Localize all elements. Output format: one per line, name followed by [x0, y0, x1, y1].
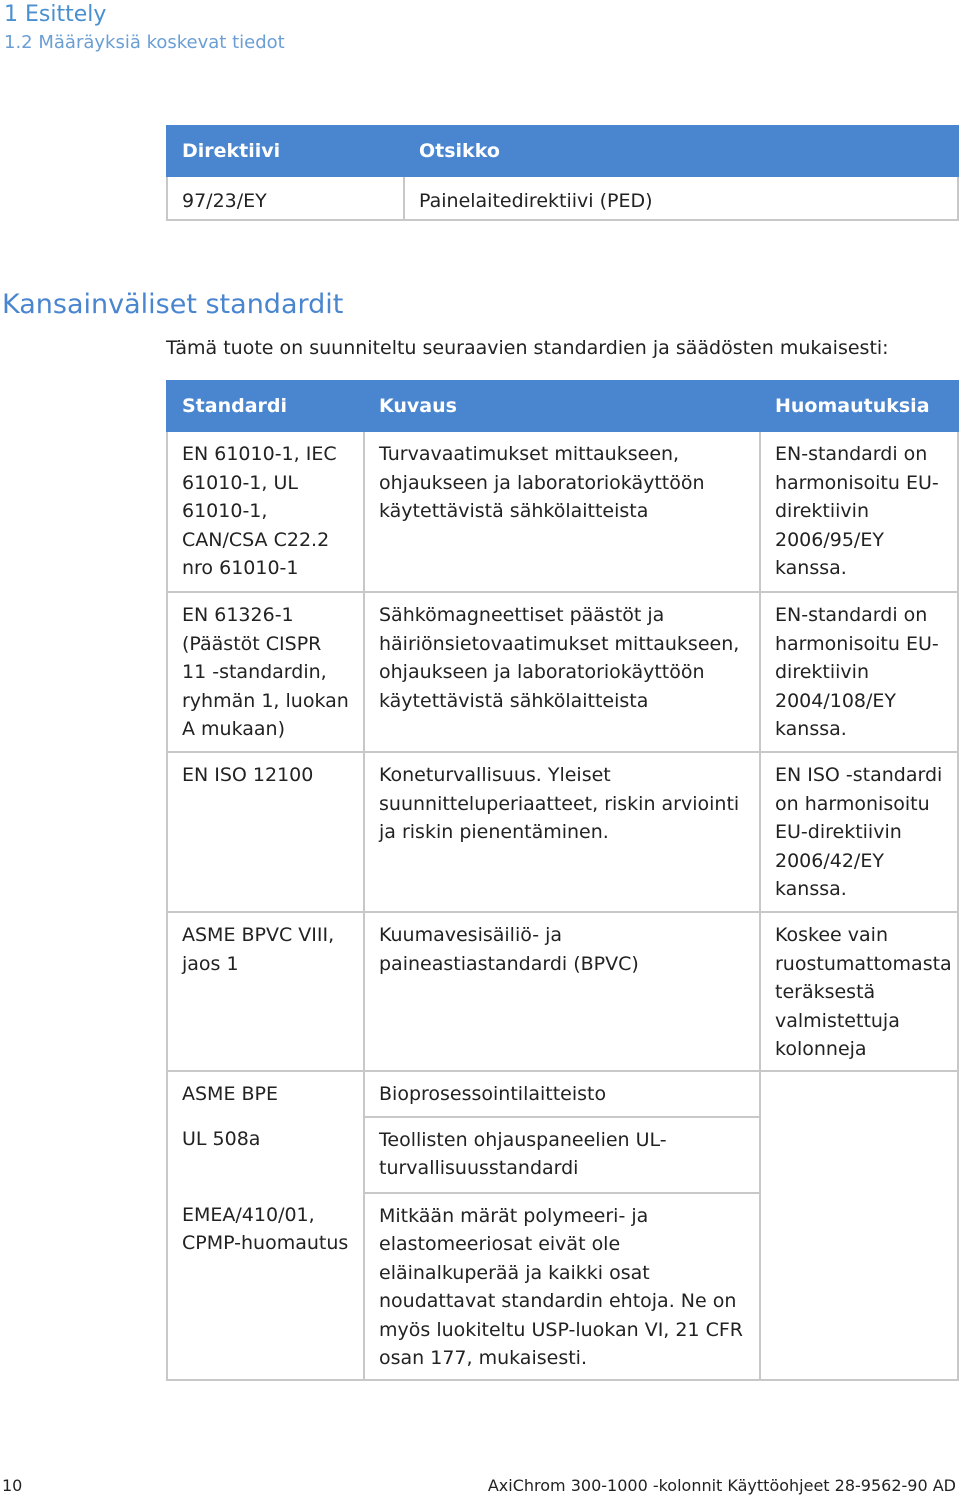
standard-description: Turvavaatimukset mittaukseen, ohjaukseen ja laboratoriokäyttöön käytettävistä sähkölaitteista	[364, 431, 760, 592]
standard-description: Mitkään märät polymeeri- ja elastomeeriosat eivät ole eläinalkuperää ja kaikki osat noudattavat standardin ehtoja. Ne on myös luokiteltu USP-luokan VI, 21 CFR osan 177, mukaisesti.	[364, 1193, 760, 1380]
chapter-heading: 1 Esittely	[4, 2, 107, 27]
directive-table-header	[167, 126, 958, 176]
standard-description: Kuumavesisäiliö- ja paineastiastandardi (BPVC)	[364, 912, 760, 1071]
section-title: Kansainväliset standardit	[2, 289, 344, 320]
standard-notes: Koskee vain ruostumattomasta teräksestä valmistettuja kolonneja	[760, 912, 958, 1071]
table-row	[167, 752, 958, 912]
table-row	[167, 176, 958, 220]
standard-description: Sähkömagneettiset päästöt ja häiriönsietovaatimukset mittaukseen, ohjaukseen ja laboratoriokäyttöön käytettävistä sähkölaitteista	[364, 592, 760, 752]
directive-table	[166, 125, 959, 221]
column-header-directive: Direktiivi	[167, 126, 404, 176]
standard-description: Bioprosessointilaitteisto	[364, 1071, 760, 1117]
section-intro: Tämä tuote on suunniteltu seuraavien standardien ja säädösten mukaisesti:	[166, 337, 889, 359]
document-title: AxiChrom 300-1000 -kolonnit Käyttöohjeet 28-9562-90 AD	[487, 1476, 956, 1495]
column-header-description: Kuvaus	[364, 381, 760, 431]
standard-name: EN ISO 12100	[167, 752, 364, 912]
standard-notes	[760, 1193, 958, 1380]
table-row	[167, 431, 958, 592]
page-number: 10	[2, 1476, 23, 1495]
standards-table	[166, 380, 959, 1381]
standard-notes: EN ISO -standardi on harmonisoitu EU-direktiivin 2006/42/EY kanssa.	[760, 752, 958, 912]
standard-notes	[760, 1071, 958, 1117]
table-row	[167, 1071, 958, 1117]
column-header-standard: Standardi	[167, 381, 364, 431]
table-row	[167, 592, 958, 752]
standards-table-header	[167, 381, 958, 431]
table-row	[167, 912, 958, 1071]
standard-name: EN 61010-1, IEC 61010-1, UL 61010-1, CAN/CSA C22.2 nro 61010-1	[167, 431, 364, 592]
standard-name: EMEA/410/01, CPMP-huomautus	[167, 1193, 364, 1380]
standard-description: Teollisten ohjauspaneelien UL-turvallisuusstandardi	[364, 1117, 760, 1193]
directive-code: 97/23/EY	[167, 176, 404, 220]
directive-title: Painelaitedirektiivi (PED)	[404, 176, 958, 220]
table-row	[167, 1117, 958, 1193]
section-heading: 1.2 Määräyksiä koskevat tiedot	[4, 32, 285, 53]
standard-name: EN 61326-1 (Päästöt CISPR 11 -standardin, ryhmän 1, luokan A mukaan)	[167, 592, 364, 752]
standard-name: ASME BPE	[167, 1071, 364, 1117]
standard-description: Koneturvallisuus. Yleiset suunnitteluperiaatteet, riskin arviointi ja riskin pienentäminen.	[364, 752, 760, 912]
standard-notes: EN-standardi on harmonisoitu EU-direktiivin 2004/108/EY kanssa.	[760, 592, 958, 752]
column-header-title: Otsikko	[404, 126, 958, 176]
column-header-notes: Huomautuksia	[760, 381, 958, 431]
standard-name: ASME BPVC VIII, jaos 1	[167, 912, 364, 1071]
standard-notes: EN-standardi on harmonisoitu EU-direktiivin 2006/95/EY kanssa.	[760, 431, 958, 592]
standard-name: UL 508a	[167, 1117, 364, 1193]
table-row	[167, 1193, 958, 1380]
standard-notes	[760, 1117, 958, 1193]
